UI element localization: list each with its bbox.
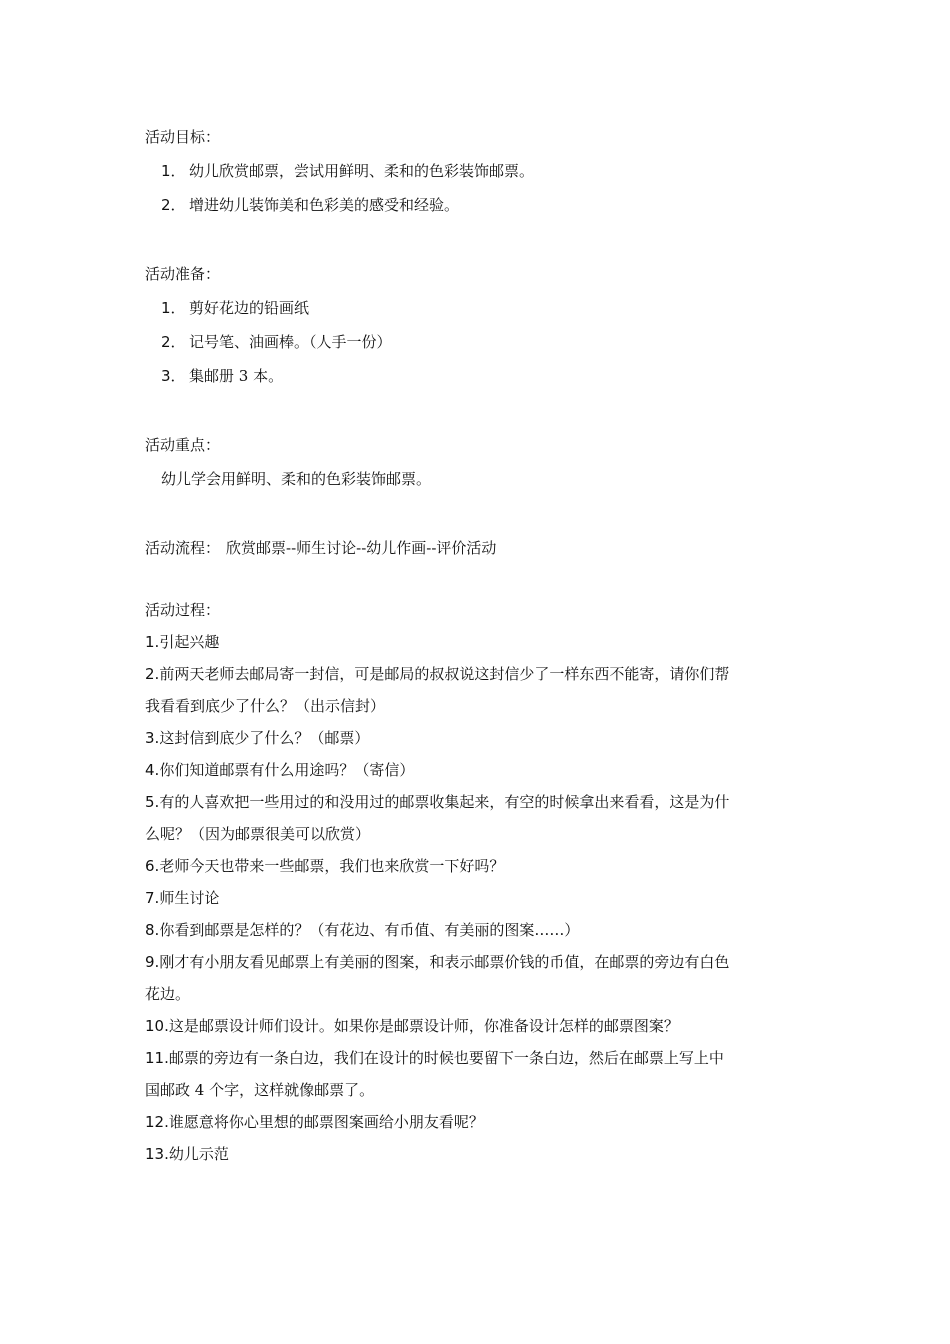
list-item: 1.引起兴趣: [145, 633, 220, 651]
list-item: 1． 幼儿欣赏邮票，尝试用鲜明、柔和的色彩装饰邮票。: [161, 162, 535, 180]
preparation-section: [145, 263, 810, 387]
list-item: 3.这封信到底少了什么？（邮票）: [145, 729, 370, 747]
goals-section: [145, 126, 810, 216]
list-item: 12.谁愿意将你心里想的邮票图案画给小朋友看呢？: [145, 1113, 484, 1131]
list-item: 5.有的人喜欢把一些用过的和没用过的邮票收集起来，有空的时候拿出来看看，这是为什 么呢？（因为邮票很美可以欣赏）: [145, 793, 730, 843]
flow-heading: 活动流程：: [145, 539, 221, 557]
document-body: [145, 126, 810, 1175]
list-item: 11.邮票的旁边有一条白边，我们在设计的时候也要留下一条白边，然后在邮票上写上中 国邮政 4 个字，这样就像邮票了。: [145, 1049, 724, 1099]
list-item: 13.幼儿示范: [145, 1145, 229, 1163]
process-heading: 活动过程：: [145, 601, 221, 619]
process-steps: [145, 631, 810, 1165]
goals-heading: 活动目标：: [145, 128, 221, 146]
list-item: 3． 集邮册 3 本。: [161, 367, 284, 385]
focus-section: [145, 434, 810, 490]
goals-list: [145, 160, 810, 216]
list-item: 7.师生讨论: [145, 889, 220, 907]
spacer: [145, 387, 810, 434]
preparation-heading: 活动准备：: [145, 265, 221, 283]
list-item: 2． 增进幼儿装饰美和色彩美的感受和经验。: [161, 196, 460, 214]
flow-text: 欣赏邮票--师生讨论--幼儿作画--评价活动: [226, 539, 497, 557]
flow-line: [145, 537, 810, 559]
list-item: 1． 剪好花边的铅画纸: [161, 299, 310, 317]
preparation-list: [145, 297, 810, 387]
list-item: 4.你们知道邮票有什么用途吗？（寄信）: [145, 761, 415, 779]
process-section: [145, 599, 810, 1165]
spacer: [145, 216, 810, 263]
list-item: 8.你看到邮票是怎样的？（有花边、有币值、有美丽的图案……）: [145, 921, 580, 939]
list-item: 2.前两天老师去邮局寄一封信，可是邮局的叔叔说这封信少了一样东西不能寄，请你们帮 我看看到底少了什么？（出示信封）: [145, 665, 730, 715]
focus-text: 幼儿学会用鲜明、柔和的色彩装饰邮票。: [161, 470, 432, 488]
spacer: [145, 559, 810, 599]
spacer: [145, 490, 810, 537]
list-item: 6.老师今天也带来一些邮票，我们也来欣赏一下好吗？: [145, 857, 505, 875]
list-item: 9.刚才有小朋友看见邮票上有美丽的图案，和表示邮票价钱的币值，在邮票的旁边有白色 花边。: [145, 953, 730, 1003]
flow-section: [145, 537, 810, 559]
list-item: 2． 记号笔、油画棒。（人手一份）: [161, 333, 392, 351]
list-item: 10.这是邮票设计师们设计。如果你是邮票设计师，你准备设计怎样的邮票图案？: [145, 1017, 679, 1035]
focus-heading: 活动重点：: [145, 436, 221, 454]
